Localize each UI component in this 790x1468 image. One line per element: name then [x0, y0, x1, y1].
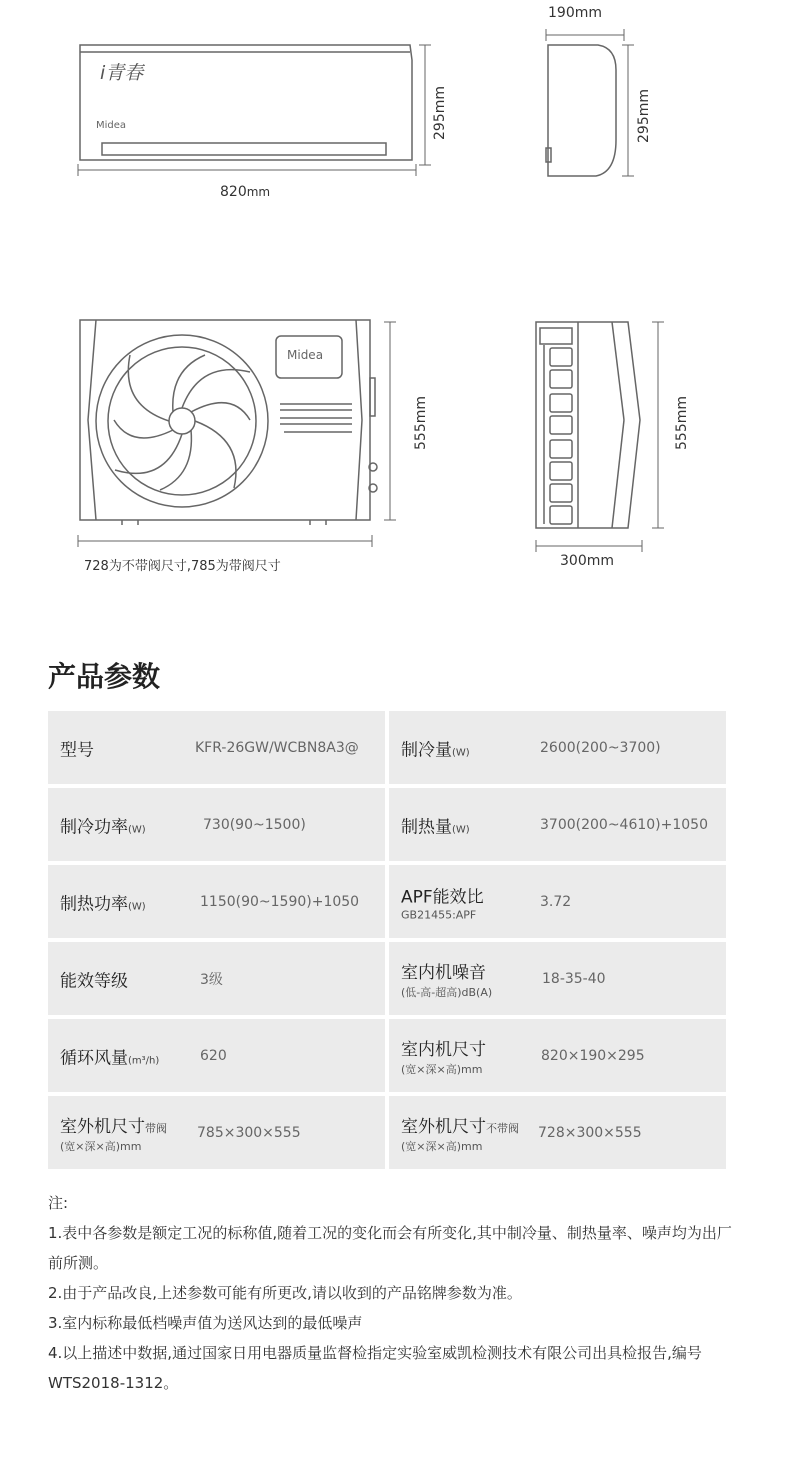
spec-unit: 带阀: [145, 1121, 167, 1135]
spec-cell: [48, 865, 385, 938]
note-item: 4.以上描述中数据,通过国家日用电器质量监督检指定实验室威凯检测技术有限公司出具检报告,编号WTS2018-1312。: [48, 1344, 702, 1392]
outdoor-front-height-label: 555mm: [413, 396, 429, 450]
spec-value: 18-35-40: [542, 970, 606, 987]
spec-table: [48, 711, 726, 1173]
spec-value: 728×300×555: [538, 1124, 642, 1141]
spec-unit: (W): [128, 901, 146, 912]
section-title: 产品参数: [48, 660, 161, 693]
spec-label: 室内机噪音: [401, 962, 486, 983]
indoor-midea-logo: Midea: [96, 120, 127, 131]
indoor-side-height-label: 295mm: [636, 89, 652, 143]
spec-label: 室外机尺寸: [60, 1116, 145, 1137]
indoor-width-label: 820mm: [220, 184, 271, 200]
spec-sublabel: GB21455:APF: [401, 908, 477, 921]
spec-value: 3级: [200, 971, 223, 988]
spec-value: 3.72: [540, 893, 572, 910]
indoor-depth-label: 190mm: [548, 5, 602, 21]
outdoor-unit-front: [78, 320, 396, 547]
spec-sublabel: (宽×深×高)mm: [60, 1139, 142, 1153]
outdoor-depth-label: 300mm: [560, 553, 614, 569]
spec-value: 1150(90~1590)+1050: [200, 893, 360, 910]
spec-label: 能效等级: [60, 971, 128, 991]
spec-value: 2600(200~3700): [540, 739, 661, 756]
spec-cell: [389, 865, 726, 938]
spec-unit: (W): [452, 747, 470, 758]
table-row: [48, 865, 726, 938]
brand-script-logo: i青春: [100, 62, 144, 84]
spec-cell: [389, 711, 726, 784]
spec-cell: [48, 942, 385, 1015]
spec-value: 820×190×295: [541, 1047, 645, 1064]
outdoor-midea-logo: Midea: [287, 348, 324, 362]
spec-cell: [389, 942, 726, 1015]
table-row: [48, 942, 726, 1015]
spec-label: 室外机尺寸: [401, 1116, 486, 1137]
notes-heading: 注:: [48, 1194, 69, 1212]
spec-sublabel: (宽×深×高)mm: [401, 1062, 483, 1076]
spec-cell: [48, 788, 385, 861]
table-row: [48, 788, 726, 861]
spec-label: 制冷功率: [60, 817, 128, 837]
spec-label: 型号: [60, 740, 94, 760]
dimension-drawings: [0, 0, 790, 600]
spec-sublabel: (宽×深×高)mm: [401, 1139, 483, 1153]
spec-label: 制热量: [401, 817, 452, 837]
spec-unit: (W): [128, 824, 146, 835]
spec-label: 制冷量: [401, 740, 452, 760]
spec-unit: (m³/h): [128, 1055, 160, 1066]
outdoor-unit-side: [536, 322, 664, 552]
notes: [48, 1188, 738, 1398]
spec-cell: [48, 1019, 385, 1092]
note-item: 2.由于产品改良,上述参数可能有所更改,请以收到的产品铭牌参数为准。: [48, 1284, 522, 1302]
spec-label: APF能效比: [401, 887, 484, 907]
spec-cell: [389, 1096, 726, 1169]
indoor-unit-side: [546, 29, 634, 176]
spec-value: 785×300×555: [197, 1124, 301, 1141]
note-item: 3.室内标称最低档噪声值为送风达到的最低噪声: [48, 1314, 363, 1332]
spec-cell: [48, 711, 385, 784]
spec-cell: [48, 1096, 385, 1169]
table-row: [48, 1096, 726, 1169]
table-row: [48, 711, 726, 784]
spec-value: 3700(200~4610)+1050: [540, 816, 708, 833]
spec-unit: 不带阀: [486, 1121, 519, 1135]
spec-cell: [389, 788, 726, 861]
spec-unit: (W): [452, 824, 470, 835]
spec-value: 620: [200, 1047, 227, 1064]
indoor-front-height-label: 295mm: [432, 86, 448, 140]
spec-value: KFR-26GW/WCBN8A3@: [195, 739, 359, 756]
spec-cell: [389, 1019, 726, 1092]
spec-value: 730(90~1500): [203, 816, 306, 833]
spec-sublabel: (低-高-超高)dB(A): [401, 985, 493, 999]
note-item: 1.表中各参数是额定工况的标称值,随着工况的变化而会有所变化,其中制冷量、制热量率、噪声均为出厂前所测。: [48, 1224, 732, 1272]
spec-label: 室内机尺寸: [401, 1039, 486, 1060]
spec-label: 制热功率: [60, 894, 128, 914]
outdoor-side-height-label: 555mm: [674, 396, 690, 450]
spec-label: 循环风量: [60, 1048, 128, 1068]
outdoor-width-note: 728为不带阀尺寸,785为带阀尺寸: [84, 559, 281, 574]
table-row: [48, 1019, 726, 1092]
